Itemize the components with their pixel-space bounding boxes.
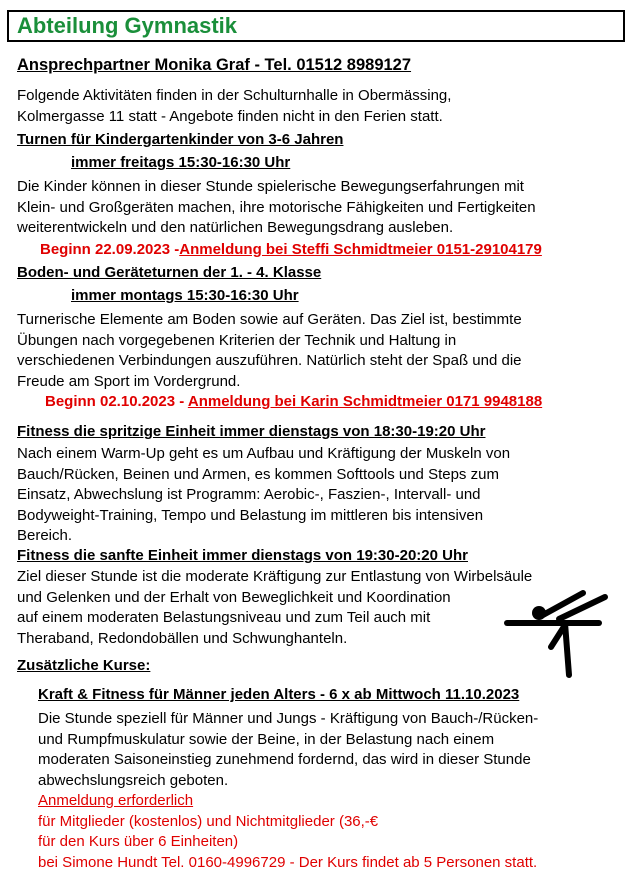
- text-line: weiterentwickeln und den natürlichen Bewegungsdrang ausleben.: [17, 218, 536, 239]
- registration-line: bei Simone Hundt Tel. 0160-4996729 - Der Kurs findet ab 5 Personen statt.: [38, 853, 537, 873]
- registration-line-boden: [45, 393, 542, 410]
- registration-line: [38, 791, 537, 832]
- text-line: und Gelenken und der Erhalt von Beweglichkeit und Koordination: [17, 588, 532, 609]
- text-line: Turnerische Elemente am Boden sowie auf Geräten. Das Ziel ist, bestimmte: [17, 310, 522, 331]
- section-text-fitness-sanft: [17, 567, 532, 649]
- text-line: abwechslungsreich geboten.: [38, 771, 538, 792]
- section-title-fitness-sanft: Fitness die sanfte Einheit immer dienstags von 19:30-20:20 Uhr: [17, 547, 468, 564]
- registration-line: für den Kurs über 6 Einheiten): [38, 832, 537, 853]
- intro-line: Kolmergasse 11 statt - Angebote finden nicht in den Ferien statt.: [17, 107, 451, 128]
- course-registration: [38, 791, 537, 873]
- text-line: Bereich.: [17, 526, 510, 547]
- registration-text: für Mitglieder (kostenlos) und Nichtmitglieder (36,-€: [38, 812, 537, 833]
- text-line: Klein- und Großgeräten machen, ihre motorische Fähigkeiten und Fertigkeiten: [17, 198, 536, 219]
- section-text-kinder: [17, 177, 536, 239]
- text-line: verschiedenen Verbindungen auszuführen. Natürlich steht der Spaß und die: [17, 351, 522, 372]
- text-line: und Rumpfmuskulatur sowie der Beine, in der Belastung nach einem: [38, 730, 538, 751]
- text-line: Nach einem Warm-Up geht es um Aufbau und Kräftigung der Muskeln von: [17, 444, 510, 465]
- text-line: Freude am Sport im Vordergrund.: [17, 372, 522, 393]
- intro-text: [17, 86, 451, 127]
- text-line: moderaten Saisoneinstieg zunehmend fordernd, das wird in dieser Stunde: [38, 750, 538, 771]
- section-time-kinder: immer freitags 15:30-16:30 Uhr: [71, 154, 290, 171]
- section-text-fitness-spritzig: [17, 444, 510, 547]
- intro-line: Folgende Aktivitäten finden in der Schulturnhalle in Obermässing,: [17, 86, 451, 107]
- section-title-kinder: Turnen für Kindergartenkinder von 3-6 Jahren: [17, 131, 343, 148]
- registration-link[interactable]: Anmeldung bei Steffi Schmidtmeier 0151-29104179: [179, 241, 542, 258]
- registration-line-kinder: [40, 241, 542, 258]
- text-line: Bauch/Rücken, Beinen und Armen, es kommen Softtools und Steps zum: [17, 465, 510, 486]
- text-line: Ziel dieser Stunde ist die moderate Kräftigung zur Entlastung von Wirbelsäule: [17, 567, 532, 588]
- section-text-boden: [17, 310, 522, 392]
- text-line: Bodyweight-Training, Tempo und Belastung im mittleren bis intensiven: [17, 506, 510, 527]
- section-title-fitness-spritzig: Fitness die spritzige Einheit immer dienstags von 18:30-19:20 Uhr: [17, 423, 485, 440]
- text-line: Übungen nach vorgegebenen Kriterien der Technik und Haltung in: [17, 331, 522, 352]
- text-line: Theraband, Redondobällen und Schwunghanteln.: [17, 629, 532, 650]
- section-time-boden: immer montags 15:30-16:30 Uhr: [71, 287, 299, 304]
- header-box: [7, 10, 625, 42]
- text-line: Die Stunde speziell für Männer und Jungs - Kräftigung von Bauch-/Rücken-: [38, 709, 538, 730]
- registration-link[interactable]: Anmeldung erforderlich: [38, 791, 537, 812]
- begin-date: Beginn 02.10.2023 -: [45, 393, 184, 410]
- text-line: Einsatz, Abwechslung ist Programm: Aerobic-, Faszien-, Intervall- und: [17, 485, 510, 506]
- page-title: Abteilung Gymnastik: [17, 13, 237, 39]
- section-title-extra: Zusätzliche Kurse:: [17, 657, 150, 674]
- begin-date: Beginn 22.09.2023 -: [40, 241, 179, 258]
- text-line: auf einem moderaten Belastungsniveau und zum Teil auch mit: [17, 608, 532, 629]
- text-line: Die Kinder können in dieser Stunde spielerische Bewegungserfahrungen mit: [17, 177, 536, 198]
- gymnast-icon: [503, 589, 613, 681]
- course-text: [38, 709, 538, 791]
- course-title: Kraft & Fitness für Männer jeden Alters - 6 x ab Mittwoch 11.10.2023: [38, 686, 519, 703]
- registration-link[interactable]: Anmeldung bei Karin Schmidtmeier 0171 9948188: [188, 393, 542, 410]
- contact-line: Ansprechpartner Monika Graf - Tel. 01512 8989127: [17, 56, 411, 75]
- section-title-boden: Boden- und Geräteturnen der 1. - 4. Klasse: [17, 264, 321, 281]
